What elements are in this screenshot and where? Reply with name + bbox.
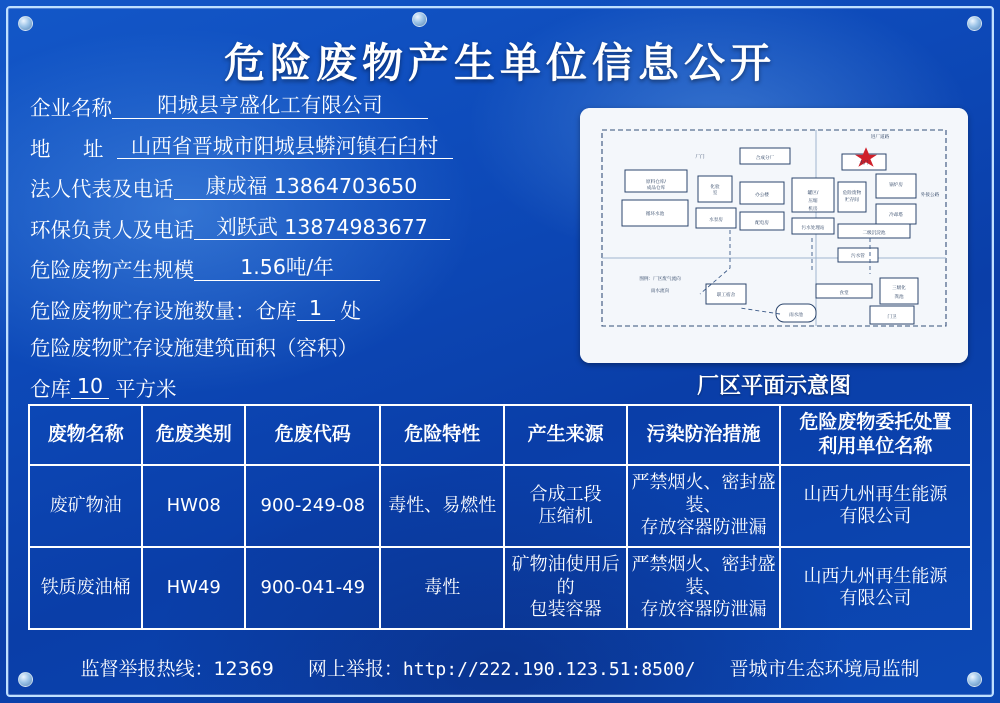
cell-source-line1: 合成工段 (529, 483, 602, 505)
cell-waste-name: 铁质废油桶 (29, 547, 142, 629)
unit-storage-count: 处 (340, 298, 361, 323)
svg-text:进厂道路: 进厂道路 (870, 135, 890, 140)
info-row-storage-count (30, 295, 550, 323)
cell-waste-name: 废矿物油 (29, 465, 142, 547)
svg-text:办公楼: 办公楼 (755, 193, 769, 198)
cell-source-line1: 矿物油使用后的 (511, 554, 620, 598)
label-generation-scale: 危险废物产生规模 (30, 258, 194, 282)
svg-text:水泵房: 水泵房 (709, 218, 723, 223)
svg-text:二级沉淀池: 二级沉淀池 (862, 231, 886, 236)
screw-top-right (967, 16, 982, 31)
footer-online-label: 网上举报： (307, 658, 403, 680)
cell-source-line2: 包装容器 (529, 599, 602, 621)
label-warehouse: 仓库 (30, 376, 71, 401)
cell-control-measures (627, 547, 780, 629)
footer-online-url[interactable]: http://222.190.123.51:8500/ (402, 659, 696, 680)
info-row-env-officer (30, 214, 550, 242)
company-info-block (30, 95, 550, 416)
svg-text:锅炉房: 锅炉房 (889, 183, 903, 188)
svg-text:污水处理站: 污水处理站 (801, 226, 825, 231)
cell-disposal-unit (780, 465, 971, 547)
cell-control-line1: 严禁烟火、密封盛装、 (631, 472, 776, 516)
svg-text:合成分厂: 合成分厂 (755, 156, 775, 161)
value-legal-rep: 康成福 13864703650 (174, 176, 450, 200)
value-generation-scale: 1.56吨/年 (194, 257, 380, 281)
svg-text:职工宿舍: 职工宿舍 (716, 293, 736, 298)
th-waste-name: 废物名称 (29, 405, 142, 465)
svg-text:食堂: 食堂 (839, 291, 849, 296)
footer-online-report (308, 654, 696, 681)
cell-hazard-property: 毒性、易燃性 (380, 465, 504, 547)
svg-text:配电房: 配电房 (755, 221, 769, 226)
screw-top-left (18, 16, 33, 31)
info-row-company-name (30, 95, 550, 119)
th-disposal-unit (780, 405, 971, 465)
cell-disposal-line1: 山西九州再生能源 (803, 565, 948, 587)
value-company-name: 阳城县亨盛化工有限公司 (112, 95, 428, 119)
info-row-storage-area-label (30, 338, 550, 359)
footer-hotline: 监督举报热线：12369 (80, 658, 274, 680)
th-disposal-unit-line2: 利用单位名称 (818, 435, 933, 457)
cell-source (504, 547, 627, 629)
cell-waste-code: 900-041-49 (245, 547, 380, 629)
svg-text:压缩: 压缩 (808, 199, 818, 204)
svg-text:大门: 大门 (859, 161, 869, 166)
cell-disposal-line2: 有限公司 (839, 506, 912, 527)
table-row (29, 465, 971, 547)
svg-text:循环水池: 循环水池 (645, 212, 665, 217)
board-title: 危险废物产生单位信息公开 (224, 39, 776, 87)
th-source: 产生来源 (504, 405, 627, 465)
svg-text:贮存间: 贮存间 (845, 198, 859, 203)
cell-waste-code: 900-249-08 (245, 465, 380, 547)
info-row-storage-area-value (30, 373, 550, 401)
table-header-row (29, 405, 971, 465)
svg-text:雨水流向: 雨水流向 (650, 289, 670, 294)
th-disposal-unit-line1: 危险废物委托处置 (799, 411, 952, 434)
svg-text:粪池: 粪池 (894, 295, 904, 300)
th-control-measures: 污染防治措施 (627, 405, 780, 465)
cell-source-line2: 压缩机 (538, 506, 593, 527)
svg-text:罐区/: 罐区/ (807, 191, 819, 196)
value-storage-count: 1 (297, 298, 335, 322)
svg-text:成品仓库: 成品仓库 (646, 186, 666, 191)
cell-control-line2: 存放容器防泄漏 (640, 599, 767, 621)
cell-control-line1: 严禁烟火、密封盛装、 (631, 554, 776, 598)
svg-text:雨水池: 雨水池 (789, 313, 803, 318)
svg-text:危险废物: 危险废物 (842, 191, 862, 196)
label-storage-count: 危险废物贮存设施数量：仓库 (30, 298, 297, 323)
cell-disposal-line2: 有限公司 (839, 588, 912, 609)
unit-storage-area: 平方米 (115, 376, 177, 401)
info-row-address (30, 133, 550, 161)
svg-text:门卫: 门卫 (887, 315, 897, 320)
plant-layout-caption: 厂区平面示意图 (696, 374, 851, 399)
cell-source (504, 465, 627, 547)
cell-control-measures (627, 465, 780, 547)
svg-text:冷却塔: 冷却塔 (889, 213, 903, 218)
label-address: 地 址 (30, 136, 117, 161)
footer-bar (0, 654, 1000, 681)
svg-text:外接公路: 外接公路 (920, 193, 940, 198)
th-hazard-property: 危险特性 (380, 405, 504, 465)
label-env-officer: 环保负责人及电话 (30, 217, 194, 242)
info-row-generation-scale (30, 257, 550, 281)
plant-layout-image (580, 108, 968, 363)
svg-text:三级化: 三级化 (892, 286, 906, 291)
svg-text:化验: 化验 (710, 185, 720, 190)
value-address: 山西省晋城市阳城县蟒河镇石臼村 (117, 136, 453, 160)
value-storage-area: 10 (71, 376, 109, 400)
cell-waste-category: HW08 (142, 465, 245, 547)
svg-text:原料仓库/: 原料仓库/ (646, 180, 666, 185)
table-row (29, 547, 971, 629)
screw-top-center (412, 12, 427, 27)
cell-control-line2: 存放容器防泄漏 (640, 517, 767, 539)
cell-hazard-property: 毒性 (380, 547, 504, 629)
info-row-legal-rep (30, 176, 550, 200)
label-legal-rep: 法人代表及电话 (30, 177, 174, 201)
plant-layout-section (580, 108, 968, 400)
th-waste-category: 危废类别 (142, 405, 245, 465)
th-waste-code: 危废代码 (245, 405, 380, 465)
hazardous-waste-table (28, 404, 972, 630)
footer-authority: 晋城市生态环境局监制 (729, 658, 920, 680)
label-company-name: 企业名称 (30, 96, 112, 120)
value-env-officer: 刘跃武 13874983677 (194, 217, 450, 241)
svg-text:厂门: 厂门 (695, 155, 705, 160)
label-storage-area: 危险废物贮存设施建筑面积（容积） (30, 336, 358, 360)
svg-text:图例：厂区废气流向: 图例：厂区废气流向 (639, 277, 681, 282)
cell-disposal-line1: 山西九州再生能源 (803, 483, 948, 505)
svg-text:污水管: 污水管 (851, 254, 865, 259)
cell-disposal-unit (780, 547, 971, 629)
svg-text:室: 室 (712, 191, 718, 196)
cell-waste-category: HW49 (142, 547, 245, 629)
svg-text:机房: 机房 (808, 207, 818, 212)
